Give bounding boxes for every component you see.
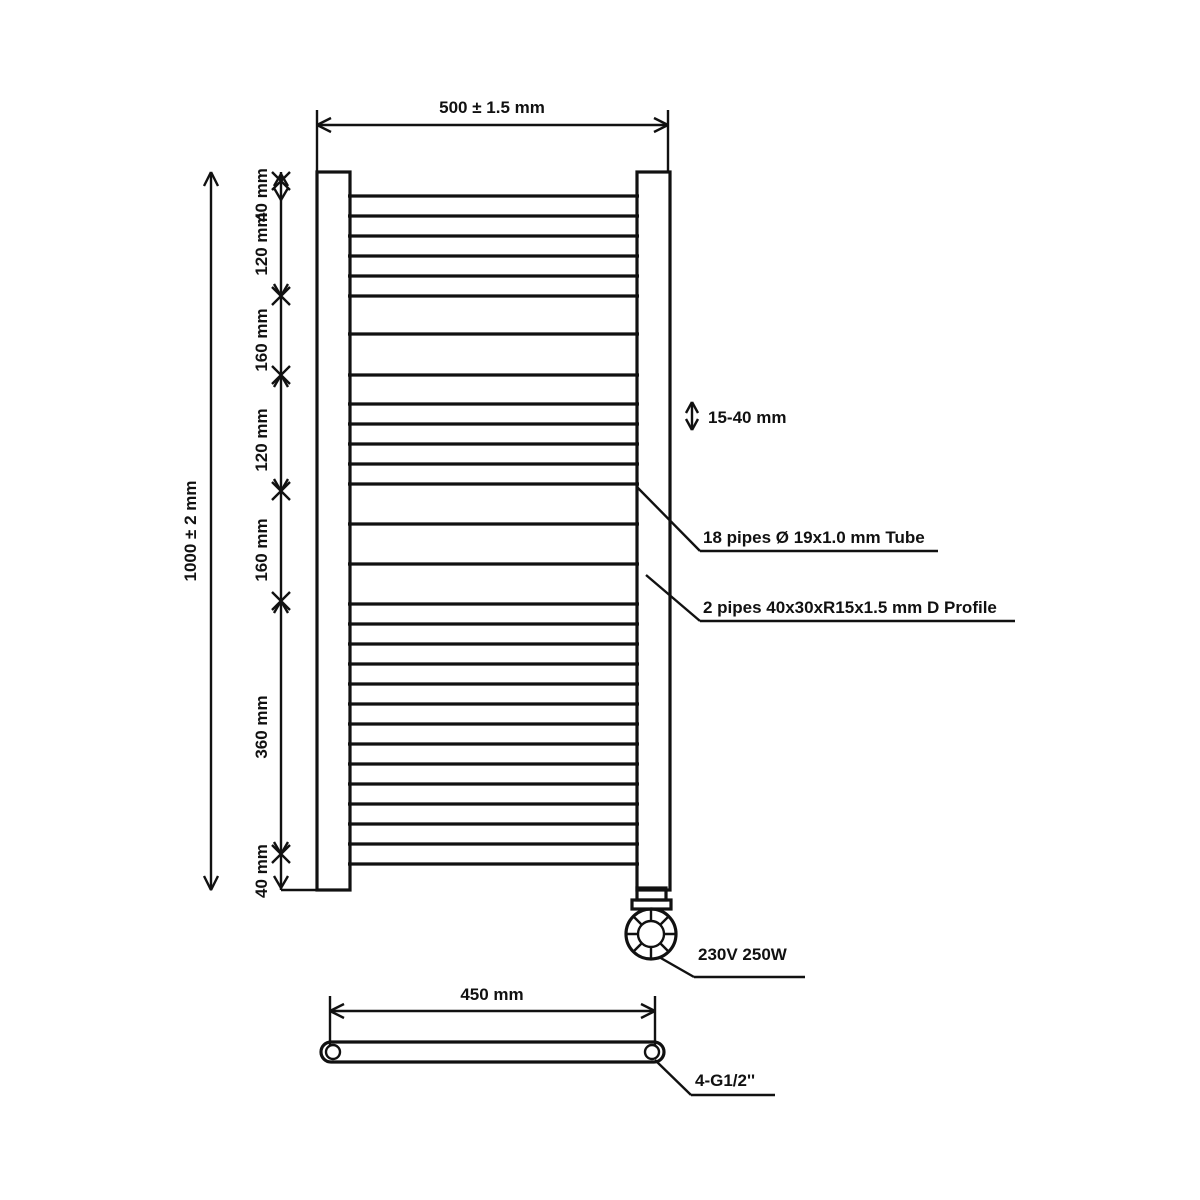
- label-bar-gap: 15-40 mm: [708, 408, 787, 427]
- label-segment-bottom-40: 40 mm: [252, 844, 271, 898]
- radiator-bars: [348, 196, 639, 864]
- label-segment-360: 360 mm: [252, 695, 271, 759]
- callout-element: 230V 250W: [698, 945, 787, 964]
- heating-element: [626, 888, 676, 959]
- label-valve-spacing: 450 mm: [460, 985, 524, 1004]
- label-segment-120-b: 120 mm: [252, 408, 271, 472]
- label-height-overall: 1000 ± 2 mm: [181, 480, 200, 582]
- radiator-frame: [317, 172, 670, 890]
- label-segment-top-40: 40 mm: [252, 168, 271, 222]
- dimension-bar-gap: [686, 402, 698, 430]
- bottom-connection-bar: [321, 1042, 664, 1062]
- label-width-overall: 500 ± 1.5 mm: [439, 98, 545, 117]
- dimension-width-overall: [317, 110, 668, 172]
- label-segment-160-a: 160 mm: [252, 308, 271, 372]
- dimension-height-overall: [204, 172, 218, 890]
- callout-tubes: 18 pipes Ø 19x1.0 mm Tube: [703, 528, 925, 547]
- dimension-segments-chain: [272, 172, 290, 890]
- callout-connections: 4-G1/2'': [695, 1071, 756, 1090]
- callout-dprofile: 2 pipes 40x30xR15x1.5 mm D Profile: [703, 598, 997, 617]
- label-segment-160-b: 160 mm: [252, 518, 271, 582]
- label-segment-120-a: 120 mm: [252, 212, 271, 276]
